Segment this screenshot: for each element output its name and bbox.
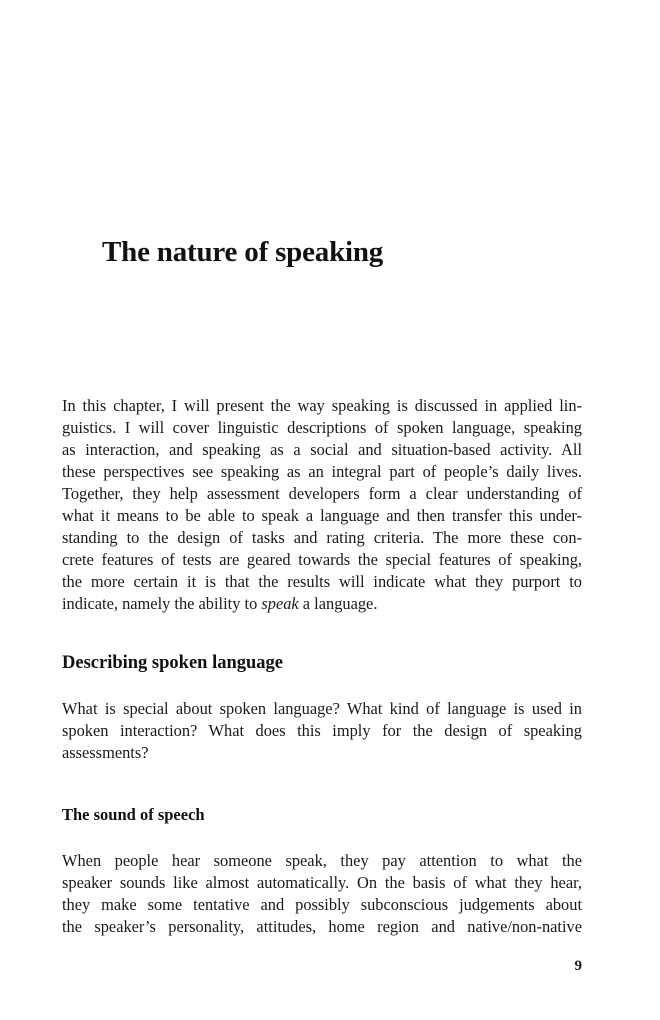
page-number: 9 — [574, 958, 582, 974]
text-line: what it means to be able to speak a language and then transfer this under- — [62, 506, 582, 525]
text-run: a language. — [298, 594, 378, 613]
text-line: assessments? — [62, 743, 149, 762]
text-line: speaker sounds like almost automatically. On the basis of what they hear, — [62, 873, 582, 892]
text-line: as interaction, and speaking as a social and situation-based activity. All — [62, 440, 582, 459]
text-line: the speaker’s personality, attitudes, home region and native/non-native — [62, 917, 582, 936]
emphasis-text: speak — [261, 594, 299, 613]
subsection-heading: The sound of speech — [62, 805, 205, 824]
text-run: indicate, namely the ability to — [62, 594, 262, 613]
text-line: In this chapter, I will present the way speaking is discussed in applied lin- — [62, 396, 582, 415]
text-line: spoken interaction? What does this imply for the design of speaking — [62, 721, 582, 740]
text-line: they make some tentative and possibly subconscious judgements about — [62, 895, 582, 914]
text-line: crete features of tests are geared towards the special features of speaking, — [62, 550, 582, 569]
text-line: the more certain it is that the results will indicate what they purport to — [62, 572, 582, 591]
text-line: standing to the design of tasks and rating criteria. The more these con- — [62, 528, 582, 547]
text-line: Together, they help assessment developers form a clear understanding of — [62, 484, 582, 503]
section-heading: Describing spoken language — [62, 653, 284, 673]
chapter-title: The nature of speaking — [102, 236, 384, 268]
text-line: these perspectives see speaking as an integral part of people’s daily lives. — [62, 462, 582, 481]
text-line: When people hear someone speak, they pay attention to what the — [62, 851, 582, 870]
text-line — [62, 593, 582, 615]
text-line: What is special about spoken language? What kind of language is used in — [62, 699, 582, 718]
text-line: guistics. I will cover linguistic descriptions of spoken language, speaking — [62, 418, 582, 437]
